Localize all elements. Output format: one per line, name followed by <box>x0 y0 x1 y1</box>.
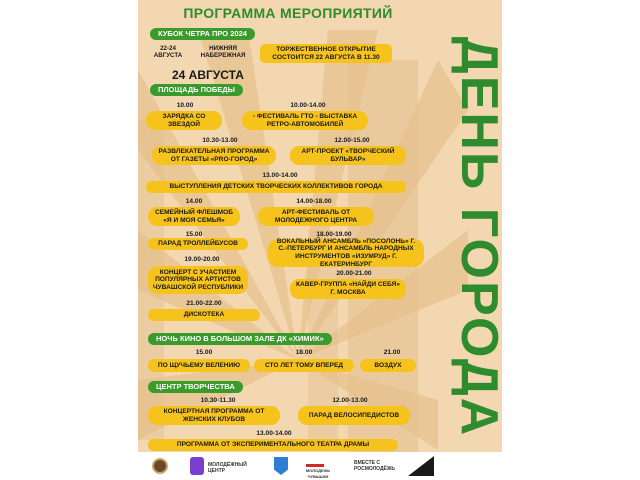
section-cinema: НОЧЬ КИНО В БОЛЬШОМ ЗАЛЕ ДК «ХИМИК» <box>148 333 332 345</box>
event-pill: ВОЗДУХ <box>360 359 416 372</box>
cup-place: НИЖНЯЯ НАБЕРЕЖНАЯ <box>200 45 246 59</box>
event-time: 20.00-21.00 <box>336 270 372 277</box>
cup-opening: ТОРЖЕСТВЕННОЕ ОТКРЫТИЕ СОСТОИТСЯ 22 АВГУСТА В 11.30 <box>260 44 392 63</box>
event-time: 14.00 <box>185 198 203 205</box>
footer-logos <box>138 452 502 480</box>
event-time: 21.00-22.00 <box>186 300 222 307</box>
youth-center-logo-text: МОЛОДЁЖНЫЙ ЦЕНТР <box>208 462 247 474</box>
crown-logo-icon <box>306 457 324 467</box>
event-date: 24 АВГУСТА <box>172 68 244 82</box>
cup-dates: 22-24 АВГУСТА <box>153 45 183 59</box>
city-emblem-icon <box>152 458 168 474</box>
event-pill: ПАРАД ТРОЛЛЕЙБУСОВ <box>148 238 248 250</box>
youth-center-logo-icon <box>190 457 204 475</box>
event-pill: КАВЕР-ГРУППА «НАЙДИ СЕБЯ» Г. МОСКВА <box>290 279 406 299</box>
youth-chuvashia-logo-text: МОЛОДЕЖЬ ЧУВАШИИ <box>305 468 331 479</box>
event-time: 13.00-14.00 <box>262 172 298 179</box>
event-time: 10.00-14.00 <box>290 102 326 109</box>
event-time: 10.30-11.30 <box>200 397 236 404</box>
event-time: 13.00-14.00 <box>256 430 292 437</box>
event-pill: ВОКАЛЬНЫЙ АНСАМБЛЬ «ПОСОЛОНЬ» Г. С.-ПЕТЕРБУРГ И АНСАМБЛЬ НАРОДНЫХ ИНСТРУМЕНТОВ «ИЗУМРУД» Г. ЕКАТЕРИНБУРГ <box>268 239 424 267</box>
event-pill: ПАРАД ВЕЛОСИПЕДИСТОВ <box>298 406 410 425</box>
partner-logo-icon <box>408 456 434 476</box>
event-pill: КОНЦЕРТНАЯ ПРОГРАММА ОТ ЖЕНСКИХ КЛУБОВ <box>148 406 280 425</box>
event-time: 10.00 <box>176 102 194 109</box>
event-time: 10.30-13.00 <box>202 137 238 144</box>
event-time: 15.00 <box>185 231 203 238</box>
event-time: 14.00-18.00 <box>296 198 332 205</box>
coat-of-arms-icon <box>274 457 288 475</box>
event-time: 18.00 <box>295 349 313 356</box>
cup-label: КУБОК ЧЕТРА ПРО 2024 <box>150 28 255 40</box>
event-pill: АРТ-ПРОЕКТ «ТВОРЧЕСКИЙ БУЛЬВАР» <box>290 146 406 165</box>
event-pill: ДИСКОТЕКА <box>148 309 260 321</box>
event-time: 12.00-15.00 <box>334 137 370 144</box>
event-pill: АРТ-ФЕСТИВАЛЬ ОТ МОЛОДЕЖНОГО ЦЕНТРА <box>258 207 374 226</box>
vertical-title: ДЕНЬ ГОРОДА <box>450 36 508 438</box>
event-pill: ПО ЩУЧЬЕМУ ВЕЛЕНИЮ <box>148 359 250 372</box>
event-time: 18.00-19.00 <box>316 231 352 238</box>
event-pill: СЕМЕЙНЫЙ ФЛЕШМОБ «Я И МОЯ СЕМЬЯ» <box>148 207 240 226</box>
rosmolodezh-logo-text: ВМЕСТЕ С РОСМОЛОДЁЖЬ <box>354 460 395 472</box>
event-time: 21.00 <box>383 349 401 356</box>
event-pill: КОНЦЕРТ С УЧАСТИЕМ ПОПУЛЯРНЫХ АРТИСТОВ ЧУВАШСКОЙ РЕСПУБЛИКИ <box>148 266 248 294</box>
event-pill: ВЫСТУПЛЕНИЯ ДЕТСКИХ ТВОРЧЕСКИХ КОЛЛЕКТИВОВ ГОРОДА <box>146 181 406 193</box>
event-time: 15.00 <box>195 349 213 356</box>
event-time: 12.00-13.00 <box>332 397 368 404</box>
section-creativity: ЦЕНТР ТВОРЧЕСТВА <box>148 381 243 393</box>
event-pill: РАЗВЛЕКАТЕЛЬНАЯ ПРОГРАММА ОТ ГАЗЕТЫ «PRO-ГОРОД» <box>152 146 276 165</box>
page-title: ПРОГРАММА МЕРОПРИЯТИЙ <box>183 5 393 21</box>
event-pill: ПРОГРАММА ОТ ЭКСПЕРИМЕНТАЛЬНОГО ТЕАТРА ДРАМЫ <box>148 439 398 451</box>
event-pill: ЗАРЯДКА СО ЗВЕЗДОЙ <box>146 111 222 130</box>
poster <box>138 0 508 480</box>
event-pill: СТО ЛЕТ ТОМУ ВПЕРЕД <box>254 359 354 372</box>
event-pill: - ФЕСТИВАЛЬ ГТО - ВЫСТАВКА РЕТРО-АВТОМОБИЛЕЙ <box>242 111 368 130</box>
section-square: ПЛОЩАДЬ ПОБЕДЫ <box>150 84 243 96</box>
event-time: 19.00-20.00 <box>184 256 220 263</box>
